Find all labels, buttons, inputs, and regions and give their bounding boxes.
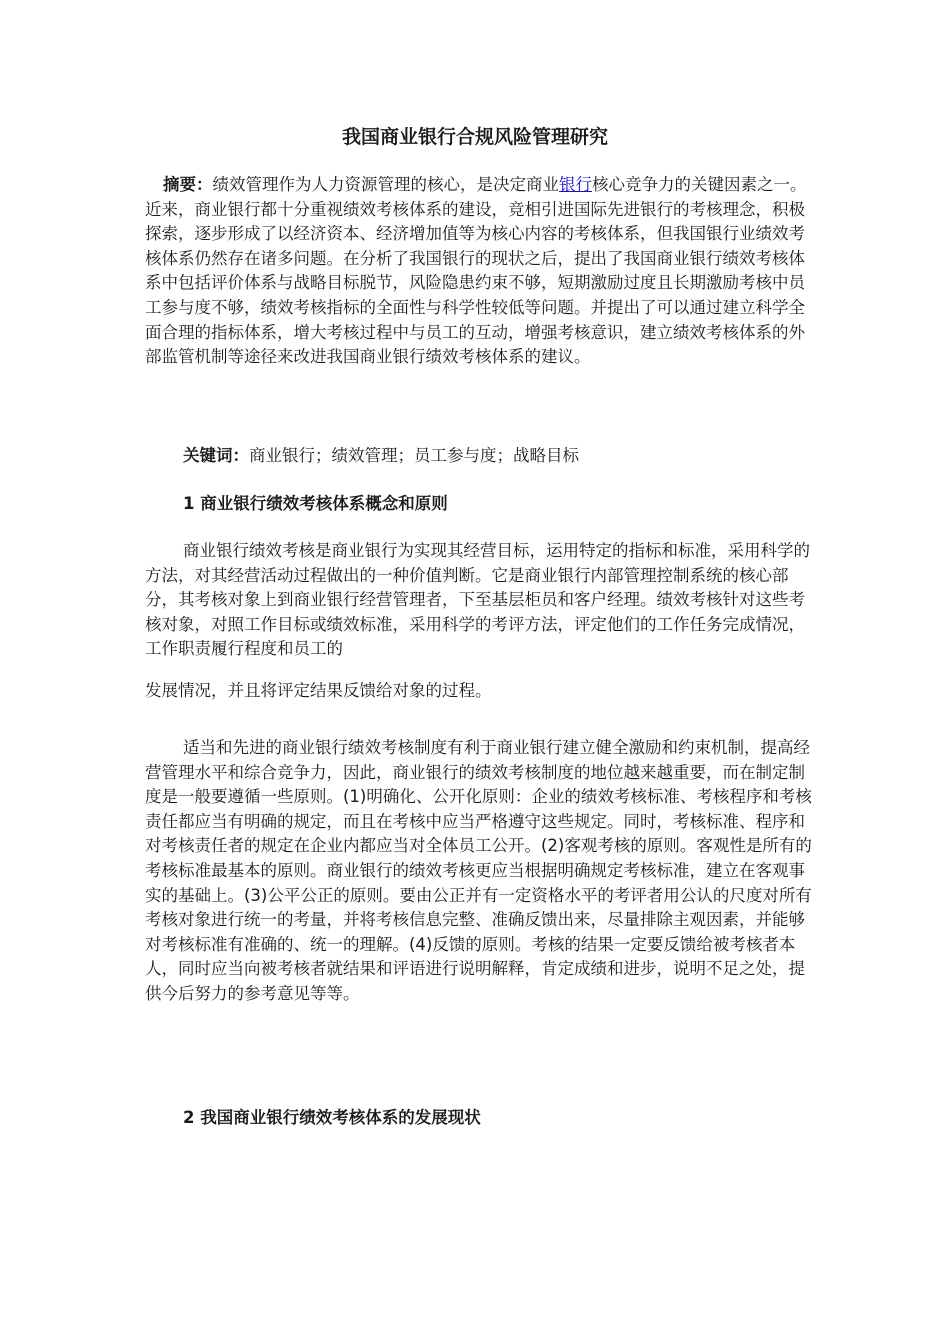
abstract-text-after-link: 核心竞争力的关键因素之一。近来，商业银行都十分重视绩效考核体系的建设，竞相引进国际先进银行的考核理念，积极探索，逐步形成了以经济资本、经济增加值等为核心内容的考核体系，但我国银行业绩效考核体系仍然存在诸多问题。在分析了我国银行的现状之后，提出了我国商业银行绩效考核体系中包括评价体系与战略目标脱节，风险隐患约束不够，短期激励过度且长期激励考核中员工参与度不够，绩效考核指标的全面性与科学性较低等问题。并提出了可以通过建立科学全面合理的指标体系，增大考核过程中与员工的互动，增强考核意识，建立绩效考核体系的外部监管机制等途径来改进我国商业银行绩效考核体系的建议。 (145, 175, 807, 367)
section-1-paragraph-1 (145, 539, 817, 662)
abstract-label: 摘要： (163, 175, 213, 194)
section-1-paragraph-1-last-line: 发展情况，并且将评定结果反馈给对象的过程。 (145, 681, 492, 700)
abstract-text-before-link: 绩效管理作为人力资源管理的核心，是决定商业 (212, 175, 559, 194)
section-1-paragraph-2 (145, 736, 817, 1007)
bank-link[interactable]: 银行 (559, 175, 592, 194)
section-1-heading: 1 商业银行绩效考核体系概念和原则 (183, 494, 448, 513)
abstract-paragraph (145, 173, 817, 370)
keywords-line (183, 444, 579, 468)
section-1-paragraph-1-text: 商业银行绩效考核是商业银行为实现其经营目标，运用特定的指标和标准，采用科学的方法，对其经营活动过程做出的一种价值判断。它是商业银行内部管理控制系统的核心部分，其考核对象上到商业银行经营管理者，下至基层柜员和客户经理。绩效考核针对这些考核对象，对照工作目标或绩效标准，采用科学的考评方法，评定他们的工作任务完成情况，工作职责履行程度和员工的 (145, 541, 810, 659)
section-1-paragraph-2-text: 适当和先进的商业银行绩效考核制度有利于商业银行建立健全激励和约束机制，提高经营管理水平和综合竞争力，因此，商业银行的绩效考核制度的地位越来越重要，而在制定制度是一般要遵循一些原则。(1)明确化、公开化原则：企业的绩效考核标准、考核程序和考核责任都应当有明确的规定，而且在考核中应当严格遵守这些规定。同时，考核标准、程序和对考核责任者的规定在企业内都应当对全体员工公开。(2)客观考核的原则。客观性是所有的考核标准最基本的原则。商业银行的绩效考核更应当根据明确规定考核标准，建立在客观事实的基础上。(3)公平公正的原则。要由公正并有一定资格水平的考评者用公认的尺度对所有考核对象进行统一的考量，并将考核信息完整、准确反馈出来，尽量排除主观因素，并能够对考核标准有准确的、统一的理解。(4)反馈的原则。考核的结果一定要反馈给被考核者本人，同时应当向被考核者就结果和评语进行说明解释，肯定成绩和进步，说明不足之处，提供今后努力的参考意见等等。 (145, 738, 812, 1003)
keywords-text: 商业银行；绩效管理；员工参与度；战略目标 (249, 446, 579, 465)
keywords-label: 关键词： (183, 446, 249, 465)
page-title: 我国商业银行合规风险管理研究 (341, 126, 608, 148)
section-2-heading: 2 我国商业银行绩效考核体系的发展现状 (183, 1108, 481, 1127)
